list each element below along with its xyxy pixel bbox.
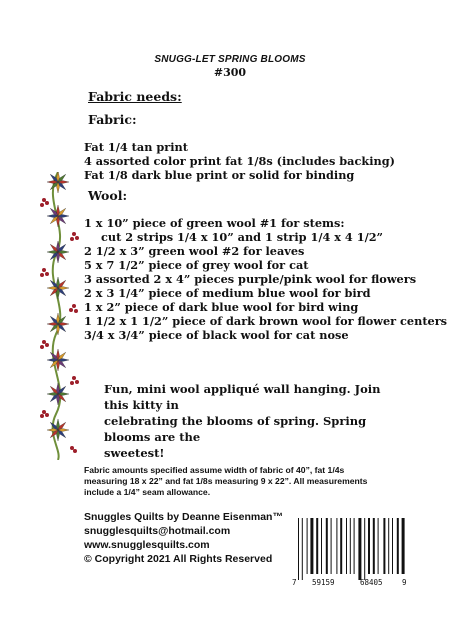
star-icon [47, 383, 69, 405]
barcode-lead-digit: 7 [292, 578, 297, 587]
wool-item: 5 x 7 1/2” piece of grey wool for cat [84, 258, 309, 272]
wool-heading: Wool: [88, 188, 128, 203]
pattern-description [104, 381, 404, 461]
berry-icon [72, 304, 76, 308]
barcode-bar [310, 518, 313, 574]
barcode-check-digit: 9 [402, 578, 407, 587]
fabric-heading: Fabric: [88, 112, 137, 127]
upc-barcode [294, 518, 406, 592]
barcode-bar [340, 518, 342, 574]
star-icon [47, 277, 69, 299]
barcode-bar [302, 518, 303, 580]
barcode-bar [392, 518, 393, 574]
wool-item: 1 1/2 x 1 1/2” piece of dark brown wool for flower centers [84, 314, 448, 328]
barcode-bar [336, 518, 337, 574]
barcode-bar [383, 518, 385, 574]
barcode-bar [373, 518, 375, 574]
wool-item: 3 assorted 2 x 4” pieces purple/pink wool for flowers [84, 272, 417, 286]
berry-icon [75, 380, 79, 384]
star-icon [47, 349, 69, 371]
barcode-bar [321, 518, 322, 574]
fabric-item: Fat 1/8 dark blue print or solid for binding [84, 168, 355, 182]
wool-item: 2 1/2 x 3” green wool #2 for leaves [84, 244, 305, 258]
barcode-bar [346, 518, 347, 574]
berry-icon [40, 345, 44, 349]
berry-icon [70, 381, 74, 385]
designer-contact [84, 510, 283, 566]
barcode-bar [364, 518, 365, 580]
barcode-bar [354, 518, 355, 574]
berry-icon [42, 198, 46, 202]
berry-icon [70, 446, 74, 450]
wool-item: 1 x 2” piece of dark blue wool for bird wing [84, 300, 359, 314]
email-address: snugglesquilts@hotmail.com [84, 525, 231, 537]
wool-item: cut 2 strips 1/4 x 10” and 1 strip 1/4 x 4 1/2” [101, 230, 384, 244]
pattern-title: SNUGG-LET SPRING BLOOMS [154, 54, 306, 65]
barcode-bar [326, 518, 328, 574]
fineprint-line: include a 1/4” seam allowance. [84, 487, 211, 497]
berry-icon [45, 272, 49, 276]
berry-icon [45, 343, 49, 347]
fineprint-line: measuring 18 x 22” and fat 1/8s measuring 9 x 22”. All measurements [84, 476, 368, 486]
fabric-needs-heading: Fabric needs: [88, 89, 182, 104]
description-line: Fun, mini wool appliqué wall hanging. Join this kitty in [104, 382, 381, 412]
fabric-item: Fat 1/4 tan print [84, 140, 188, 154]
berry-icon [40, 414, 44, 418]
star-icon [47, 205, 69, 227]
berry-icon [40, 273, 44, 277]
barcode-bar [378, 518, 379, 574]
barcode-bar [307, 518, 308, 574]
barcode-bar [388, 518, 389, 574]
barcode-bar [368, 518, 370, 574]
berry-icon [45, 413, 49, 417]
barcode-bar [331, 518, 332, 574]
star-icon [47, 241, 69, 263]
barcode-bar [350, 518, 351, 574]
designer-name: Snuggles Quilts by Deanne Eisenman™ [84, 511, 283, 523]
barcode-bar [316, 518, 318, 574]
berry-icon [74, 309, 78, 313]
star-vine-border [36, 172, 88, 460]
barcode-right-group: 68405 [360, 578, 383, 587]
wool-item: 3/4 x 3/4” piece of black wool for cat nose [84, 328, 349, 342]
barcode-bar [402, 518, 405, 574]
copyright-notice: © Copyright 2021 All Rights Reserved [84, 553, 273, 565]
star-icon [47, 419, 69, 441]
website-url: www.snugglesquilts.com [84, 539, 210, 551]
berry-icon [42, 410, 46, 414]
star-group [47, 172, 69, 441]
description-line: celebrating the blooms of spring. Spring blooms are the [104, 414, 367, 444]
barcode-bar [298, 518, 299, 580]
berry-icon [70, 237, 74, 241]
berry-icon [75, 236, 79, 240]
barcode-left-group: 59159 [312, 578, 335, 587]
star-icon [47, 313, 69, 335]
barcode-bar [358, 518, 361, 580]
berry-icon [40, 203, 44, 207]
wool-item: 2 x 3 1/4” piece of medium blue wool for bird [84, 286, 371, 300]
wool-item: 1 x 10” piece of green wool #1 for stems: [84, 216, 345, 230]
fabric-item: 4 assorted color print fat 1/8s (includes backing) [84, 154, 395, 168]
fineprint-line: Fabric amounts specified assume width of fabric of 40”, fat 1/4s [84, 465, 345, 475]
berry-icon [45, 201, 49, 205]
description-line: sweetest! [104, 446, 165, 460]
barcode-bars [294, 518, 406, 582]
berry-icon [72, 376, 76, 380]
star-icon [47, 172, 69, 193]
barcode-bar [397, 518, 399, 574]
pattern-number: #300 [213, 66, 247, 79]
berry-icon [72, 232, 76, 236]
berry-icon [73, 449, 77, 453]
berry-icon [42, 268, 46, 272]
fabric-fineprint [84, 465, 434, 498]
berry-icon [42, 340, 46, 344]
berry-icon [69, 308, 73, 312]
